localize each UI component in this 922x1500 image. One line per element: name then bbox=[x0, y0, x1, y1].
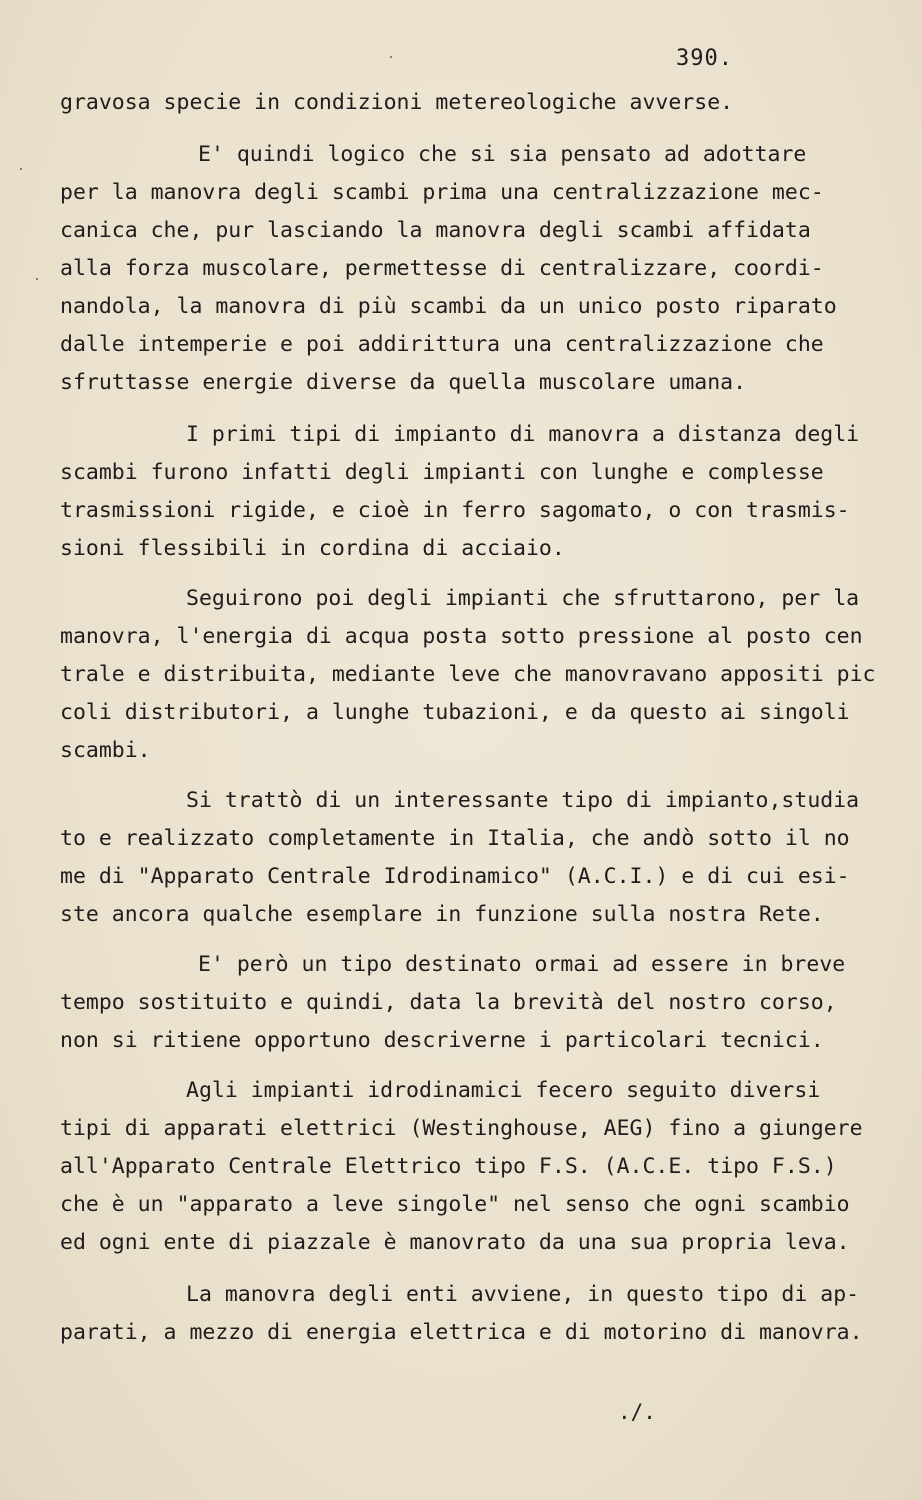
paper-speck bbox=[20, 168, 22, 170]
paper-speck bbox=[390, 56, 392, 58]
text-line: scambi. bbox=[60, 738, 151, 763]
text-line: Agli impianti idrodinamici fecero seguito diversi bbox=[186, 1078, 821, 1103]
text-line: ste ancora qualche esemplare in funzione sulla nostra Rete. bbox=[60, 902, 824, 927]
text-line: coli distributori, a lunghe tubazioni, e da questo ai singoli bbox=[60, 700, 850, 725]
text-line: nandola, la manovra di più scambi da un unico posto riparato bbox=[60, 294, 837, 319]
text-line: I primi tipi di impianto di manovra a distanza degli bbox=[186, 422, 860, 447]
text-line: trale e distribuita, mediante leve che manovravano appositi pic bbox=[60, 662, 876, 687]
text-line: sioni flessibili in cordina di acciaio. bbox=[60, 536, 565, 561]
text-line: per la manovra degli scambi prima una centralizzazione mec- bbox=[60, 180, 824, 205]
text-line: sfruttasse energie diverse da quella muscolare umana. bbox=[60, 370, 747, 395]
text-line: E' quindi logico che si sia pensato ad adottare bbox=[198, 142, 807, 167]
text-line: alla forza muscolare, permettesse di centralizzare, coordi- bbox=[60, 256, 824, 281]
text-line: all'Apparato Centrale Elettrico tipo F.S. (A.C.E. tipo F.S.) bbox=[60, 1154, 837, 1179]
text-line: E' però un tipo destinato ormai ad essere in breve bbox=[198, 952, 846, 977]
text-line: che è un "apparato a leve singole" nel senso che ogni scambio bbox=[60, 1192, 850, 1217]
text-line: canica che, pur lasciando la manovra degli scambi affidata bbox=[60, 218, 811, 243]
text-line: trasmissioni rigide, e cioè in ferro sagomato, o con trasmis- bbox=[60, 498, 850, 523]
text-line: La manovra degli enti avviene, in questo tipo di ap- bbox=[186, 1282, 860, 1307]
page-number: 390. bbox=[676, 46, 733, 71]
text-line: dalle intemperie e poi addirittura una centralizzazione che bbox=[60, 332, 824, 357]
text-line: tipi di apparati elettrici (Westinghouse, AEG) fino a giungere bbox=[60, 1116, 863, 1141]
text-line: manovra, l'energia di acqua posta sotto pressione al posto cen bbox=[60, 624, 863, 649]
text-line: to e realizzato completamente in Italia, che andò sotto il no bbox=[60, 826, 850, 851]
continuation-mark: ./. bbox=[618, 1400, 656, 1424]
text-line: me di "Apparato Centrale Idrodinamico" (A.C.I.) e di cui esi- bbox=[60, 864, 850, 889]
text-line: Seguirono poi degli impianti che sfruttarono, per la bbox=[186, 586, 860, 611]
text-line: ed ogni ente di piazzale è manovrato da una sua propria leva. bbox=[60, 1230, 850, 1255]
text-line: Si trattò di un interessante tipo di impianto,studia bbox=[186, 788, 860, 813]
text-line: gravosa specie in condizioni metereologiche avverse. bbox=[60, 90, 734, 115]
text-line: parati, a mezzo di energia elettrica e di motorino di manovra. bbox=[60, 1320, 863, 1345]
text-line: scambi furono infatti degli impianti con lunghe e complesse bbox=[60, 460, 824, 485]
text-line: non si ritiene opportuno descriverne i particolari tecnici. bbox=[60, 1028, 824, 1053]
paper-speck bbox=[36, 278, 38, 280]
text-line: tempo sostituito e quindi, data la brevità del nostro corso, bbox=[60, 990, 837, 1015]
